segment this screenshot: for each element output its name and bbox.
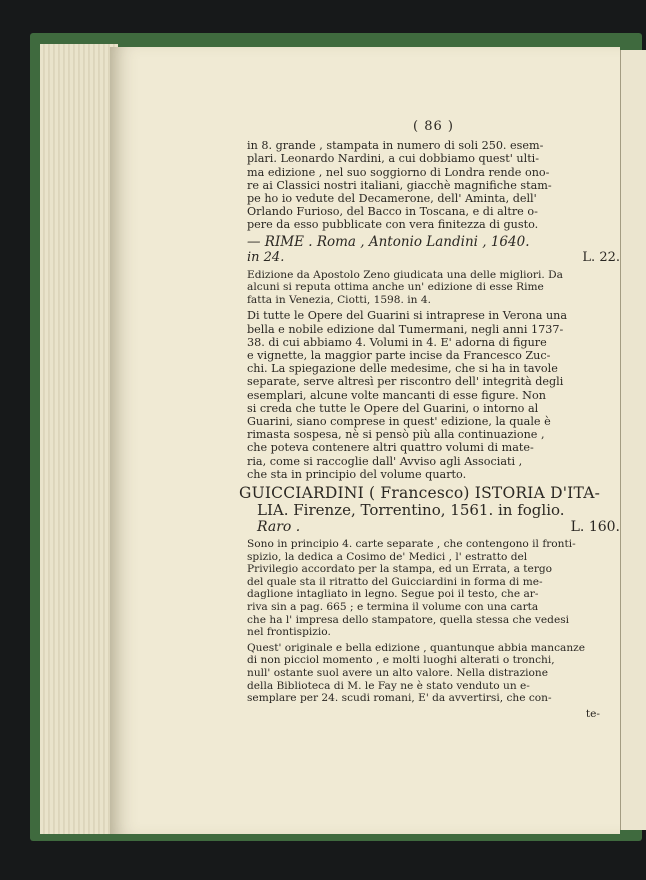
text-line: null' ostante suol avere un alto valore. Nella distrazione: [247, 666, 549, 679]
text-line: Guarini, siano comprese in quest' edizione, la quale è: [247, 415, 551, 429]
text-line: Privilegio accordato per la stampa, ed un Errata, a tergo: [247, 563, 553, 576]
text-line: alcuni si reputa ottima anche un' edizione di esse Rime: [247, 281, 544, 294]
text-line: riva sin a pag. 665 ; e termina il volume con una carta: [247, 601, 539, 614]
text-line: daglione intagliato in legno. Segue poi il testo, che ar-: [247, 588, 539, 601]
text-line: Orlando Furioso, del Bacco in Toscana, e di altre o-: [247, 205, 538, 219]
catchword: te-: [585, 707, 600, 720]
facing-page-edge: [620, 50, 646, 830]
text-line: che ha l' impresa dello stampatore, quella stessa che vedesi: [247, 613, 570, 626]
quest-note: [247, 642, 620, 705]
text-line: si creda che tutte le Opere del Guarini, o intorno al: [247, 401, 539, 415]
text-line: della Biblioteca di M. le Fay ne è stato venduto un e-: [247, 679, 530, 692]
entry-title: GUICCIARDINI ( Francesco) ISTORIA D'ITA-: [239, 484, 601, 503]
rime-price: L. 22.: [582, 249, 620, 265]
text-line: plari. Leonardo Nardini, a cui dobbiamo quest' ulti-: [247, 152, 540, 166]
page-stack: [40, 44, 118, 834]
text-line: rimasta sospesa, nè si pensò più alla continuazione ,: [247, 428, 545, 442]
text-line: Sono in principio 4. carte separate , che contengono il fronti-: [247, 538, 576, 551]
text-line: ma edizione , nel suo soggiorno di Londra rende ono-: [247, 165, 550, 179]
intro-paragraph: [247, 139, 620, 231]
text-line: nel frontispizio.: [247, 626, 331, 639]
text-line: Di tutte le Opere del Guarini si intraprese in Verona una: [247, 309, 568, 323]
text-line: bella e nobile edizione dal Tumermani, negli anni 1737-: [247, 322, 564, 336]
page-number: ( 86 ): [413, 119, 454, 134]
text-line: che poteva contenere altri quattro volumi di mate-: [247, 441, 534, 455]
text-line: separate, serve altresì per riscontro dell' integrità degli: [247, 375, 564, 389]
text-line: esemplari, alcune volte mancanti di esse figure. Non: [247, 388, 546, 402]
opere-paragraph: [247, 309, 620, 481]
rime-title: — RIME . Roma , Antonio Landini , 1640.: [247, 233, 530, 250]
text-line: e vignette, la maggior parte incise da Francesco Zuc-: [247, 349, 551, 363]
text-line: pe ho io vedute del Decamerone, dell' Aminta, dell': [247, 192, 537, 206]
rime-row: [247, 250, 620, 265]
text-line: che sta in principio del volume quarto.: [247, 467, 467, 481]
sono-note: [247, 538, 620, 639]
text-line: fatta in Venezia, Ciotti, 1598. in 4.: [247, 293, 431, 306]
text-line: chi. La spiegazione delle medesime, che si ha in tavole: [247, 362, 558, 376]
zeno-note: [247, 269, 620, 307]
text-line: Quest' originale e bella edizione , quantunque abbia mancanze: [247, 641, 585, 654]
text-line: Edizione da Apostolo Zeno giudicata una delle migliori. Da: [247, 268, 563, 281]
text-line: spizio, la dedica a Cosimo de' Medici , l' estratto del: [247, 550, 528, 563]
entry-price: L. 160.: [570, 519, 620, 536]
text-line: 38. di cui abbiamo 4. Volumi in 4. E' adorna di figure: [247, 335, 547, 349]
rime-format: in 24.: [247, 249, 285, 265]
entry-rarity: Raro .: [257, 519, 301, 536]
entry-imprint: LIA. Firenze, Torrentino, 1561. in foglio.: [257, 501, 565, 520]
text-line: in 8. grande , stampata in numero di soli 250. esem-: [247, 139, 544, 153]
page-text: [239, 119, 620, 720]
text-line: del quale sta il ritratto del Guicciardini in forma di me-: [247, 575, 543, 588]
text-line: di non picciol momento , e molti luoghi alterati o tronchi,: [247, 654, 555, 667]
text-line: ria, come si raccoglie dall' Avviso agli Associati ,: [247, 454, 523, 468]
text-line: semplare per 24. scudi romani, E' da avvertirsi, che con-: [247, 692, 552, 705]
entry-rarity-row: [247, 519, 620, 535]
text-line: pere da esso pubblicate con vera finitezza di gusto.: [247, 218, 539, 232]
text-line: re ai Classici nostri italiani, giacchè magnifiche stam-: [247, 178, 552, 192]
